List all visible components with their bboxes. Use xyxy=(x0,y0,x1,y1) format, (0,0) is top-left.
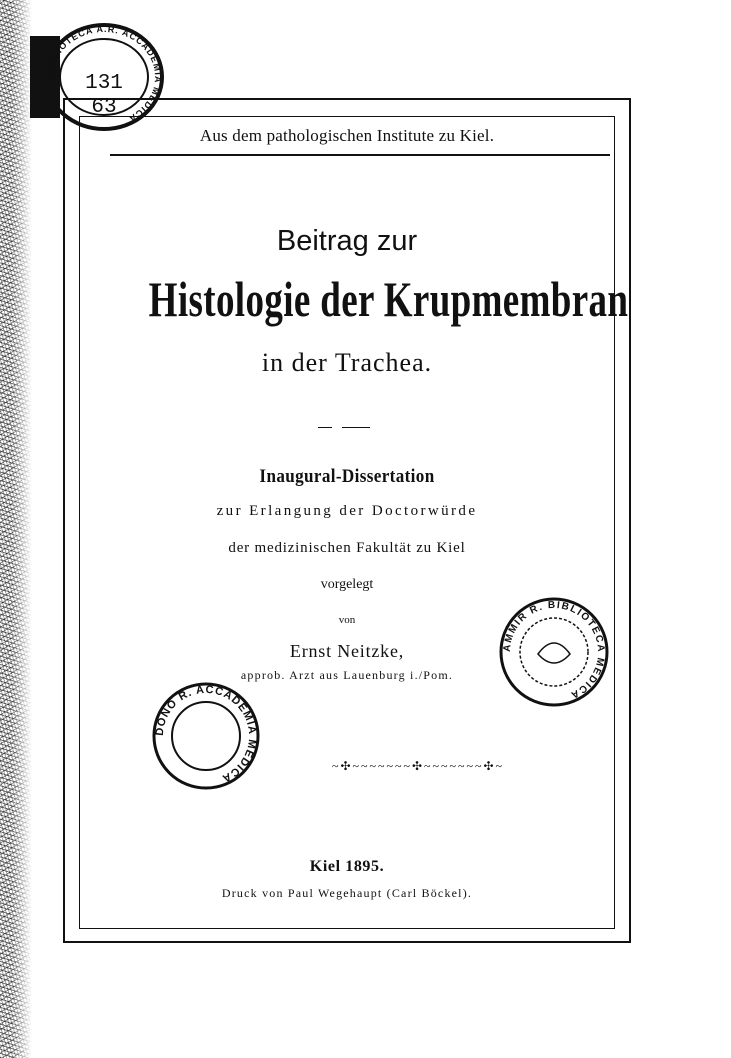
donor-stamp xyxy=(150,680,262,792)
separator-dash xyxy=(318,427,332,428)
library-stamp-ring-text: BIBLIOTECA A.R. ACCADEMIA MEDICA xyxy=(44,23,164,125)
ornament-divider: ~✣~~~~~~~✣~~~~~~~✣~ xyxy=(331,759,505,773)
title-line-1: Beitrag zur xyxy=(276,225,418,257)
separator-rule xyxy=(342,427,370,428)
library-number-top: 131 xyxy=(85,72,123,95)
scan-edge-noise xyxy=(0,0,32,1058)
author-name: Ernst Neitzke, xyxy=(289,641,405,661)
svg-text:AMMIR R. BIBLIOTECA MEDICA xyxy=(502,600,606,701)
printer-line: Druck von Paul Wegehaupt (Carl Böckel). xyxy=(221,886,473,900)
author-description: approb. Arzt aus Lauenburg i./Pom. xyxy=(240,668,454,682)
place-year: Kiel 1895. xyxy=(309,858,385,875)
biblioteca-stamp-ring-text: AMMIR R. BIBLIOTECA MEDICA xyxy=(501,599,607,701)
institute-line: Aus dem pathologischen Institute zu Kiel. xyxy=(199,126,495,145)
header-rule xyxy=(110,154,610,156)
dissertation-line-3: vorgelegt xyxy=(320,577,374,592)
donor-stamp-graphic xyxy=(150,680,262,792)
title-line-2: Histologie der Krupmembran xyxy=(148,271,629,327)
biblioteca-stamp-graphic xyxy=(496,594,612,710)
title-line-3: in der Trachea. xyxy=(261,348,433,377)
dissertation-line-4: von xyxy=(338,614,356,626)
donor-stamp-ring-text: DONO R. ACCADEMIA MEDICA xyxy=(153,683,259,785)
dissertation-heading: Inaugural-Dissertation xyxy=(259,466,435,487)
dissertation-line-2: der medizinischen Fakultät zu Kiel xyxy=(228,540,466,556)
dissertation-line-1: zur Erlangung der Doctorwürde xyxy=(216,503,478,519)
library-number-bottom: 63 xyxy=(91,96,117,119)
biblioteca-stamp xyxy=(496,594,612,710)
